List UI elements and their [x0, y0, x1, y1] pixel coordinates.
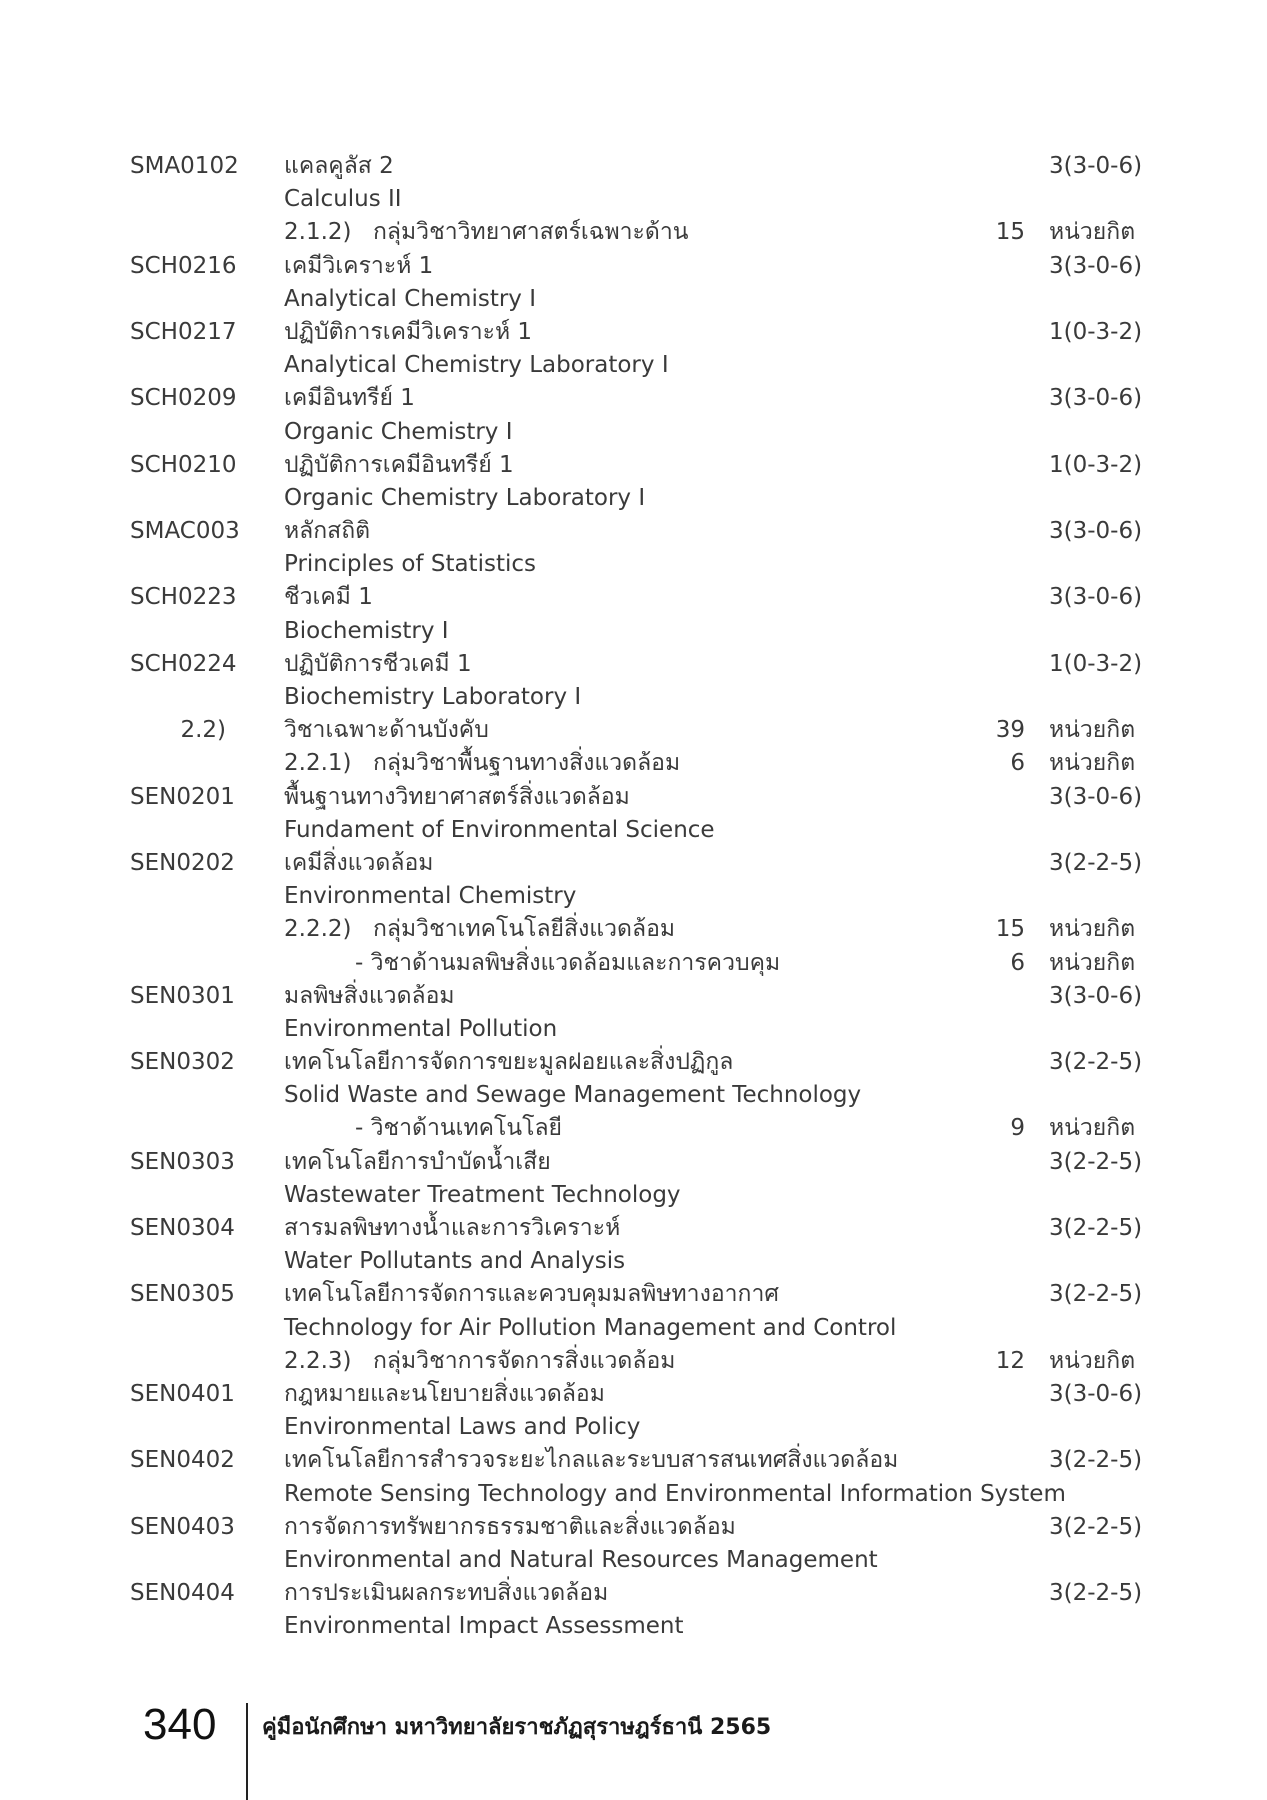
- course-title-en: Technology for Air Pollution Management and Control: [284, 1314, 897, 1341]
- course-title-th: แคลคูลัส 2: [284, 153, 394, 179]
- course-credit: 1(0-3-2): [1049, 318, 1143, 345]
- course-row: [0, 980, 1267, 1013]
- course-title-en-row: [0, 1610, 1267, 1643]
- course-credit: 3(3-0-6): [1049, 1380, 1143, 1407]
- group-title: กลุ่มวิชาวิทยาศาสตร์เฉพาะด้าน: [373, 219, 689, 246]
- course-credit: 3(3-0-6): [1049, 385, 1143, 412]
- group-units: 6: [1010, 750, 1025, 777]
- course-title-en-row: [0, 349, 1267, 382]
- course-title-en: Fundament of Environmental Science: [284, 816, 715, 843]
- group-title: กลุ่มวิชาการจัดการสิ่งแวดล้อม: [373, 1347, 676, 1374]
- course-credit: 1(0-3-2): [1049, 451, 1143, 478]
- course-title-en: Environmental Laws and Policy: [284, 1414, 641, 1441]
- course-title-th: เคมีอินทรีย์ 1: [284, 385, 415, 412]
- course-code: SEN0303: [130, 1148, 235, 1175]
- course-row: [0, 316, 1267, 349]
- course-title-th: เทคโนโลยีการจัดการขยะมูลฝอยและสิ่งปฏิกูล: [284, 1049, 734, 1076]
- course-credit: 3(2-2-5): [1049, 1215, 1143, 1241]
- course-title-en-row: [0, 1312, 1267, 1345]
- group-number: 2.2.1): [284, 750, 352, 777]
- course-title-en: Biochemistry I: [284, 617, 449, 644]
- course-row: [0, 515, 1267, 548]
- course-title-en-row: [0, 814, 1267, 847]
- course-code: SCH0223: [130, 584, 237, 611]
- course-title-th: เทคโนโลยีการจัดการและควบคุมมลพิษทางอากาศ: [284, 1281, 779, 1308]
- group-title: กลุ่มวิชาเทคโนโลยีสิ่งแวดล้อม: [373, 916, 676, 943]
- course-credit: 3(2-2-5): [1049, 1580, 1143, 1607]
- curriculum-list: [0, 150, 1267, 1643]
- course-code: SCH0209: [130, 385, 237, 412]
- course-title-th: หลักสถิติ: [284, 518, 371, 545]
- course-title-en-row: [0, 548, 1267, 581]
- course-credit: 1(0-3-2): [1049, 650, 1143, 677]
- course-code: SCH0216: [130, 252, 237, 279]
- section-units: 39: [995, 717, 1025, 744]
- footer-divider: [246, 1703, 248, 1800]
- course-row: [0, 1212, 1267, 1245]
- course-credit: 3(2-2-5): [1049, 1447, 1143, 1474]
- course-title-th: ปฏิบัติการเคมีวิเคราะห์ 1: [284, 318, 533, 345]
- course-credit: 3(3-0-6): [1049, 518, 1143, 545]
- course-title-th: เทคโนโลยีการสำรวจระยะไกลและระบบสารสนเทศสิ่งแวดล้อม: [284, 1447, 899, 1474]
- course-title-en: Environmental and Natural Resources Management: [284, 1546, 878, 1573]
- course-title-th: การจัดการทรัพยากรธรรมชาติและสิ่งแวดล้อม: [284, 1513, 736, 1540]
- section-title: วิชาเฉพาะด้านบังคับ: [284, 717, 489, 744]
- course-code: SEN0403: [130, 1513, 235, 1540]
- course-title-en-row: [0, 1544, 1267, 1577]
- group-title: กลุ่มวิชาพื้นฐานทางสิ่งแวดล้อม: [373, 750, 681, 777]
- group-unit-label: หน่วยกิต: [1049, 750, 1136, 777]
- group-units: 12: [995, 1347, 1025, 1374]
- course-row: [0, 1146, 1267, 1179]
- course-code: SEN0404: [130, 1580, 235, 1607]
- course-code: SEN0305: [130, 1281, 235, 1308]
- course-credit: 3(3-0-6): [1049, 153, 1143, 179]
- course-title-en: Analytical Chemistry I: [284, 285, 537, 312]
- course-title-th: เทคโนโลยีการบำบัดน้ำเสีย: [284, 1148, 551, 1175]
- course-title-en-row: [0, 1079, 1267, 1112]
- group-heading-row: [0, 747, 1267, 780]
- course-title-th: มลพิษสิ่งแวดล้อม: [284, 982, 455, 1009]
- section-number: 2.2): [180, 717, 226, 744]
- course-code: SEN0402: [130, 1447, 235, 1474]
- course-row: [0, 1046, 1267, 1079]
- course-title-en-row: [0, 1013, 1267, 1046]
- group-number: 2.2.3): [284, 1347, 352, 1374]
- course-title-th: ชีวเคมี 1: [284, 584, 373, 611]
- course-title-th: สารมลพิษทางน้ำและการวิเคราะห์: [284, 1215, 621, 1241]
- group-unit-label: หน่วยกิต: [1049, 1347, 1136, 1374]
- course-credit: 3(2-2-5): [1049, 1049, 1143, 1076]
- course-code: SCH0210: [130, 451, 237, 478]
- group-heading-row: [0, 1345, 1267, 1378]
- course-code: SMA0102: [130, 153, 239, 179]
- course-row: [0, 250, 1267, 283]
- course-title-th: ปฏิบัติการเคมีอินทรีย์ 1: [284, 451, 514, 478]
- course-code: SCH0224: [130, 650, 237, 677]
- course-title-th: ปฏิบัติการชีวเคมี 1: [284, 650, 472, 677]
- group-units: 15: [995, 219, 1025, 246]
- course-title-en-row: [0, 1478, 1267, 1511]
- course-title-th: พื้นฐานทางวิทยาศาสตร์สิ่งแวดล้อม: [284, 783, 630, 810]
- course-code: SEN0301: [130, 982, 235, 1009]
- course-code: SEN0302: [130, 1049, 235, 1076]
- course-credit: 3(3-0-6): [1049, 783, 1143, 810]
- page-number: 340: [143, 1700, 217, 1749]
- course-title-en: Organic Chemistry Laboratory I: [284, 484, 646, 511]
- course-row: [0, 449, 1267, 482]
- course-title-th: เคมีวิเคราะห์ 1: [284, 252, 434, 279]
- subgroup-heading-row: [0, 947, 1267, 980]
- course-credit: 3(2-2-5): [1049, 1148, 1143, 1175]
- subgroup-unit-label: หน่วยกิต: [1049, 1115, 1136, 1142]
- course-code: SEN0202: [130, 849, 235, 876]
- course-title-en: Remote Sensing Technology and Environmental Information System: [284, 1480, 1066, 1507]
- course-title-en: Wastewater Treatment Technology: [284, 1181, 681, 1208]
- course-code: SEN0201: [130, 783, 235, 810]
- course-credit: 3(3-0-6): [1049, 584, 1143, 611]
- subgroup-heading-row: [0, 1112, 1267, 1145]
- subgroup-title: - วิชาด้านเทคโนโลยี: [355, 1115, 563, 1142]
- course-row: [0, 382, 1267, 415]
- course-code: SEN0401: [130, 1380, 235, 1407]
- course-title-en-row: [0, 615, 1267, 648]
- course-title-en-row: [0, 283, 1267, 316]
- course-row: [0, 781, 1267, 814]
- group-number: 2.2.2): [284, 916, 352, 943]
- course-title-en: Water Pollutants and Analysis: [284, 1248, 626, 1275]
- course-title-en: Environmental Pollution: [284, 1015, 558, 1042]
- group-unit-label: หน่วยกิต: [1049, 219, 1136, 246]
- subgroup-title: - วิชาด้านมลพิษสิ่งแวดล้อมและการควบคุม: [355, 949, 781, 976]
- course-title-th: การประเมินผลกระทบสิ่งแวดล้อม: [284, 1580, 609, 1607]
- course-row: [0, 1444, 1267, 1477]
- course-credit: 3(2-2-5): [1049, 1281, 1143, 1308]
- group-heading-row: [0, 913, 1267, 946]
- course-credit: 3(2-2-5): [1049, 1513, 1143, 1540]
- course-title-en: Environmental Chemistry: [284, 883, 577, 910]
- course-row: [0, 581, 1267, 614]
- course-row: [0, 1278, 1267, 1311]
- course-row: [0, 648, 1267, 681]
- course-row: [0, 847, 1267, 880]
- course-title-en: Calculus II: [284, 186, 402, 213]
- course-title-en-row: [0, 681, 1267, 714]
- course-title-en: Analytical Chemistry Laboratory I: [284, 352, 669, 379]
- course-title-en-row: [0, 880, 1267, 913]
- course-credit: 3(3-0-6): [1049, 252, 1143, 279]
- course-row: [0, 1511, 1267, 1544]
- group-number: 2.1.2): [284, 219, 352, 246]
- course-code: SEN0304: [130, 1215, 235, 1241]
- course-row: [0, 150, 1267, 183]
- footer-title: คู่มือนักศึกษา มหาวิทยาลัยราชภัฏสุราษฎร์ธานี 2565: [262, 1715, 772, 1740]
- course-title-en-row: [0, 416, 1267, 449]
- course-title-en: Biochemistry Laboratory I: [284, 684, 582, 710]
- course-title-en-row: [0, 183, 1267, 216]
- course-row: [0, 1577, 1267, 1610]
- section-heading-row: [0, 714, 1267, 747]
- subgroup-unit-label: หน่วยกิต: [1049, 949, 1136, 976]
- course-row: [0, 1378, 1267, 1411]
- course-code: SMAC003: [130, 518, 240, 545]
- course-title-en: Organic Chemistry I: [284, 418, 513, 445]
- course-title-en-row: [0, 1179, 1267, 1212]
- course-credit: 3(2-2-5): [1049, 849, 1143, 876]
- course-title-en: Solid Waste and Sewage Management Technology: [284, 1082, 862, 1109]
- course-title-en-row: [0, 1245, 1267, 1278]
- group-units: 15: [995, 916, 1025, 943]
- course-code: SCH0217: [130, 318, 237, 345]
- section-unit-label: หน่วยกิต: [1049, 717, 1136, 744]
- course-title-en: Environmental Impact Assessment: [284, 1613, 684, 1640]
- course-title-en: Principles of Statistics: [284, 551, 536, 578]
- group-unit-label: หน่วยกิต: [1049, 916, 1136, 943]
- course-title-en-row: [0, 482, 1267, 515]
- course-title-en-row: [0, 1411, 1267, 1444]
- course-title-th: เคมีสิ่งแวดล้อม: [284, 849, 434, 876]
- group-heading-row: [0, 216, 1267, 249]
- course-title-th: กฎหมายและนโยบายสิ่งแวดล้อม: [284, 1380, 605, 1407]
- course-credit: 3(3-0-6): [1049, 982, 1143, 1009]
- subgroup-units: 9: [1010, 1115, 1025, 1142]
- subgroup-units: 6: [1010, 949, 1025, 976]
